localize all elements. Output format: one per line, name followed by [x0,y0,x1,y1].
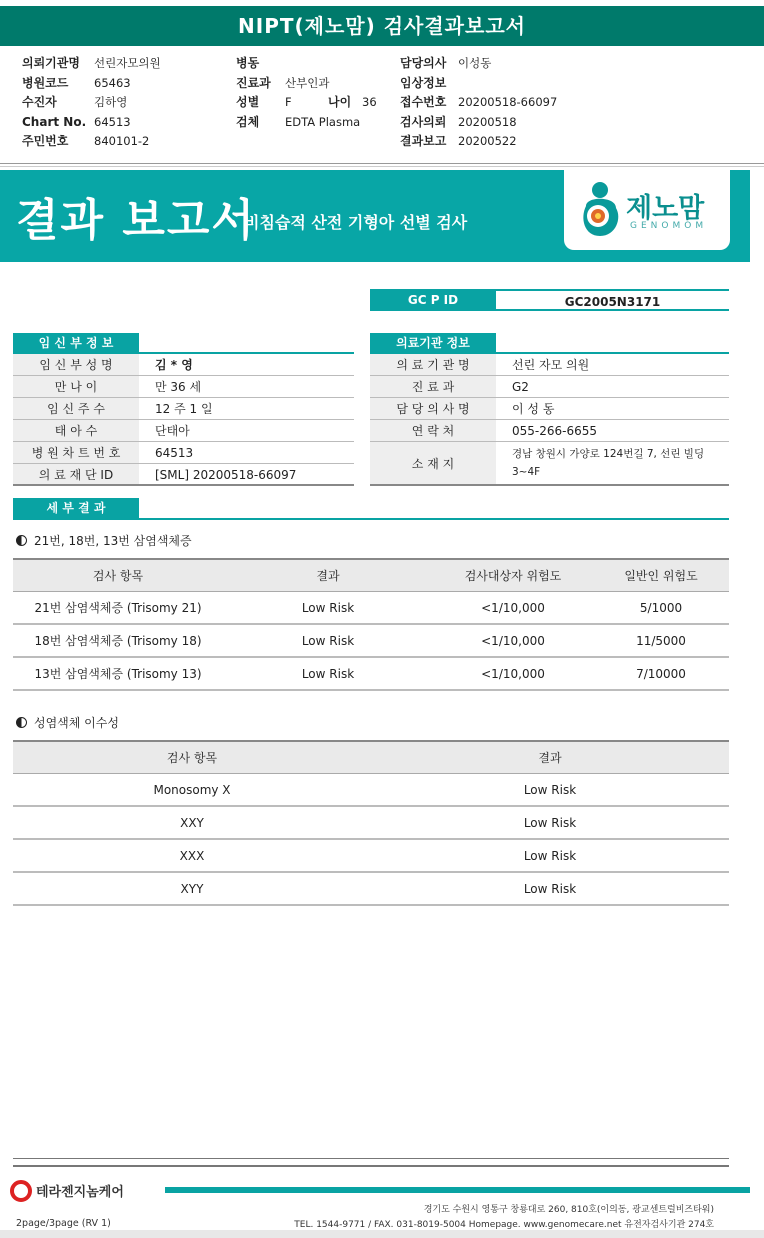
patient-row-label: 병 원 차 트 번 호 [13,442,139,463]
table-row [13,807,729,840]
info-key: 임상정보 [400,75,447,90]
logo-text: 제노맘 [626,193,705,224]
header-cell: 검사 항목 [166,751,218,765]
table-cell: 11/5000 [636,634,686,648]
age-key: 나이 [328,95,352,109]
table-cell: 5/1000 [639,601,683,615]
footer-divider [13,1165,729,1167]
table-cell: Low Risk [523,783,577,797]
institution-row [370,420,729,442]
info-key: Chart No. [22,114,87,129]
patient-row [13,464,354,486]
info-value: 20200518-66097 [458,95,558,109]
table-row [13,625,729,658]
institution-row-value: 055-266-6655 [512,424,598,438]
patient-row-value: 김 * 영 [155,358,193,372]
footer-accent-bar [165,1187,750,1193]
sexchrom-subhead-text: 성염색체 이수성 [34,716,119,730]
info-key: 의뢰기관명 [22,56,80,70]
genomom-logo [564,170,730,250]
detail-result-tab: 세 부 결 과 [13,498,139,519]
institution-row-value: 이 성 동 [512,402,555,416]
info-col-2 [236,54,377,132]
table-cell: <1/10,000 [481,634,545,648]
table-cell: XYY [180,882,204,896]
banner-subtitle: 비침습적 산전 기형아 선별 검사 [244,213,468,232]
institution-info-tab: 의료기관 정보 [370,333,496,354]
company-name: 테라젠지놈케어 [36,1185,124,1200]
patient-row [13,398,354,420]
info-value: 65463 [94,75,131,90]
institution-row-value: 선린 자모 의원 [512,358,590,372]
header-cell: 검사 항목 [92,569,144,583]
patient-row-label: 임 신 주 수 [13,398,139,419]
divider [0,166,764,167]
info-key: 접수번호 [400,95,447,109]
table-row [13,873,729,906]
patient-info-tab: 임 신 부 정 보 [13,333,139,354]
sexchrom-subhead [16,714,119,731]
header-cell: 결과 [316,569,340,583]
table-cell: 13번 삼염색체증 (Trisomy 13) [34,667,202,681]
table-cell: 18번 삼염색체증 (Trisomy 18) [34,634,202,648]
info-value: 20200522 [458,134,517,148]
info-key: 진료과 [236,75,271,90]
patient-row-value: 만 36 세 [155,380,202,394]
info-value: 김하영 [94,95,128,109]
half-circle-icon [16,717,27,728]
info-value: 산부인과 [285,75,330,90]
report-title: NIPT(제노맘) 검사결과보고서 [0,6,764,46]
info-key: 주민번호 [22,134,69,148]
company-contact: TEL. 1544-9771 / FAX. 031-8019-5004 Homepage. www.genomecare.net 유전자검사기관 274호 [294,1220,714,1230]
patient-row [13,442,354,464]
info-value: 840101-2 [94,134,150,148]
table-row [13,658,729,691]
info-col-1 [22,54,161,152]
patient-row [13,420,354,442]
table-cell: 7/10000 [636,667,686,681]
institution-row [370,354,729,376]
gcpid-label: GC P ID [370,289,496,311]
half-circle-icon [16,535,27,546]
info-key: 병원코드 [22,75,69,90]
patient-row-value: 64513 [155,446,194,460]
table-cell: XXX [179,849,205,863]
table-cell: Low Risk [523,849,577,863]
patient-row-label: 의 료 재 단 ID [13,464,139,484]
institution-row-value: G2 [512,380,529,394]
institution-row-label: 연 락 처 [370,420,496,441]
info-value: 64513 [94,114,131,129]
info-key: 수진자 [22,95,57,109]
age-value: 36 [362,95,377,109]
info-value: 20200518 [458,114,517,129]
patient-row [13,354,354,376]
institution-row-label: 진 료 과 [370,376,496,397]
table-cell: 21번 삼염색체증 (Trisomy 21) [34,601,202,615]
patient-row-value: 12 주 1 일 [155,402,213,416]
table-row [13,840,729,873]
institution-row [370,442,729,486]
page-indicator: 2page/3page (RV 1) [16,1218,111,1229]
patient-row-label: 태 아 수 [13,420,139,441]
table-header [13,740,729,774]
info-value: 이성동 [458,56,492,70]
info-value: EDTA Plasma [285,114,361,129]
institution-row [370,398,729,420]
patient-row-value: [SML] 20200518-66097 [155,468,297,482]
institution-row-label: 담 당 의 사 명 [370,398,496,419]
patient-row-label: 임 신 부 성 명 [13,354,139,375]
patient-row-label: 만 나 이 [13,376,139,397]
institution-row-label: 의 료 기 관 명 [370,354,496,375]
banner-title: 결과 보고서 [16,195,256,246]
bottom-strip [0,1230,764,1238]
patient-row-value: 단태아 [155,424,190,438]
institution-row-label: 소 재 지 [370,442,496,484]
header-cell: 일반인 위험도 [624,569,698,583]
divider [0,163,764,164]
patient-row [13,376,354,398]
info-key: 병동 [236,56,260,70]
table-cell: Low Risk [523,882,577,896]
genomom-mother-icon [576,178,628,238]
info-key: 검체 [236,114,260,129]
table-cell: <1/10,000 [481,601,545,615]
trisomy-subhead-text: 21번, 18번, 13번 삼염색체증 [34,534,192,548]
company-address: 경기도 수원시 영통구 창룡대로 260, 810호(이의동, 광교센트럴비즈타워) [423,1205,714,1215]
table-cell: Low Risk [301,601,355,615]
institution-row-value-2: 3~4F [512,466,541,478]
info-value: F [285,95,292,109]
header-cell: 결과 [538,751,562,765]
request-info [22,54,762,152]
table-cell: Low Risk [301,667,355,681]
table-cell: Low Risk [523,816,577,830]
gcpid-value: GC2005N3171 [496,289,729,311]
table-row [13,774,729,807]
logo-subtext: GENOMOM [630,221,708,231]
table-cell: Monosomy X [153,783,231,797]
table-row [13,592,729,625]
company-logo [10,1180,124,1202]
info-key: 결과보고 [400,134,447,148]
info-value: 선린자모의원 [94,56,161,70]
table-cell: Low Risk [301,634,355,648]
company-g-icon [10,1180,32,1202]
info-key: 검사의뢰 [400,114,447,129]
table-cell: XXY [180,816,204,830]
trisomy-subhead [16,532,192,549]
footer-divider [13,1158,729,1159]
info-key: 담당의사 [400,56,447,70]
section-line [13,518,729,520]
trisomy-table [13,558,729,691]
table-header [13,558,729,592]
info-col-3 [400,54,557,152]
institution-row [370,376,729,398]
sexchrom-table [13,740,729,906]
info-key: 성별 [236,95,260,109]
header-cell: 검사대상자 위험도 [464,569,562,583]
table-cell: <1/10,000 [481,667,545,681]
institution-row-value: 경남 창원시 가양로 124번길 7, 선린 빌딩 [512,448,705,460]
